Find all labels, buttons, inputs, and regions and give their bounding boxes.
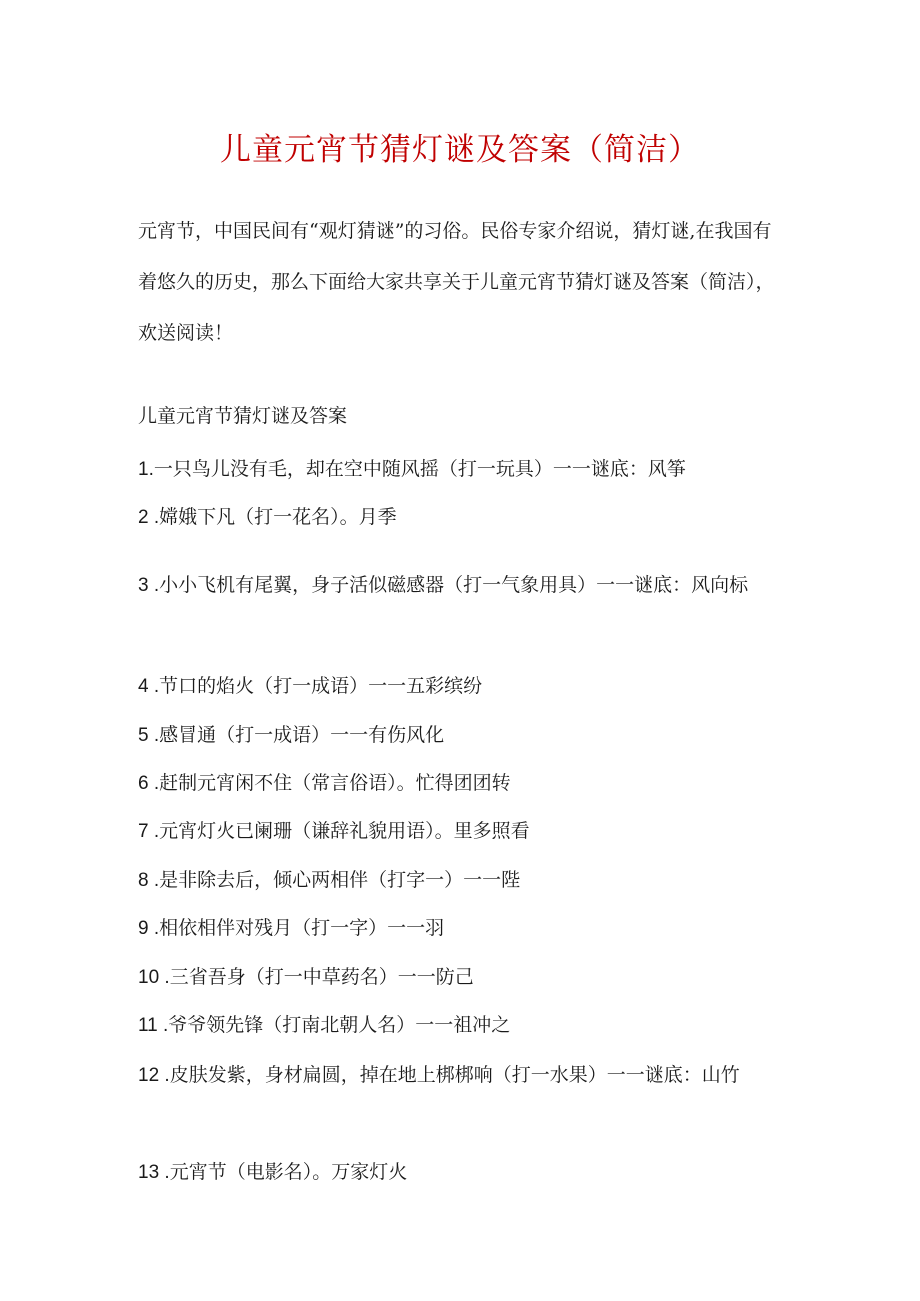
riddle-number: 6 .: [138, 773, 160, 794]
section-heading: 儿童元宵节猜灯谜及答案: [138, 405, 348, 427]
riddle-text: 赶制元宵闲不住（常言俗语）。忙得团团转: [159, 772, 511, 794]
riddle-text: 感冒通（打一成语）一一有伤风化: [159, 724, 445, 746]
riddle-item: [138, 856, 788, 905]
riddle-item: [138, 807, 788, 856]
riddle-number: 4 .: [138, 676, 160, 697]
riddle-number: 5 .: [138, 725, 160, 746]
riddle-text: 是非除去后，倾心两相伴（打字一）一一陛: [159, 869, 521, 891]
riddle-item: [138, 445, 788, 494]
riddle-text: 元宵灯火已阑珊（谦辞礼貌用语）。里多照看: [159, 820, 530, 842]
riddle-item: [138, 561, 788, 610]
riddle-text: 爷爷领先锋（打南北朝人名）一一祖冲之: [168, 1014, 511, 1036]
riddle-number: 2 .: [138, 507, 160, 528]
riddle-item: [138, 904, 788, 953]
riddle-text: 皮肤发紫，身材扁圆，掉在地上梆梆响（打一水果）一一谜底：山竹: [169, 1064, 740, 1086]
riddle-number: 7 .: [138, 821, 160, 842]
riddle-number: 13 .: [138, 1162, 170, 1183]
riddle-number: 11 .: [138, 1015, 169, 1036]
riddle-item: [138, 1148, 788, 1197]
riddle-number: 8 .: [138, 870, 160, 891]
riddle-number: 3 .: [138, 575, 160, 596]
riddle-text: 节口的焰火（打一成语）一一五彩缤纷: [159, 675, 483, 697]
riddle-item: [138, 1001, 788, 1050]
riddle-number: 10 .: [138, 967, 170, 988]
riddle-item: [138, 953, 788, 1002]
riddle-number: 12 .: [138, 1065, 170, 1086]
riddle-text: 元宵节（电影名）。万家灯火: [169, 1161, 408, 1183]
riddle-number: 9 .: [138, 918, 160, 939]
riddle-text: 一只鸟儿没有毛，却在空中随风摇（打一玩具）一一谜底：风筝: [153, 458, 686, 480]
riddle-text: 相依相伴对残月（打一字）一一羽: [159, 917, 445, 939]
riddle-text: 三省吾身（打一中草药名）一一防己: [169, 966, 474, 988]
page-title: 儿童元宵节猜灯谜及答案（简洁）: [220, 132, 700, 168]
riddle-number: 1.: [138, 459, 154, 480]
riddle-item: [138, 711, 788, 760]
riddle-item: [138, 759, 788, 808]
riddle-item: [138, 493, 788, 542]
riddle-text: 嫦娥下凡（打一花名）。月季: [159, 506, 397, 528]
intro-paragraph: 元宵节，中国民间有“观灯猜谜”的习俗。民俗专家介绍说，猜灯谜,在我国有着悠久的历史，那么下面给大家共享关于儿童元宵节猜灯谜及答案（简洁），欢送阅读！: [138, 220, 775, 344]
riddle-item: [138, 1051, 788, 1100]
riddle-item: [138, 662, 788, 711]
riddle-text: 小小飞机有尾翼，身子活似磁感器（打一气象用具）一一谜底：风向标: [159, 574, 749, 596]
